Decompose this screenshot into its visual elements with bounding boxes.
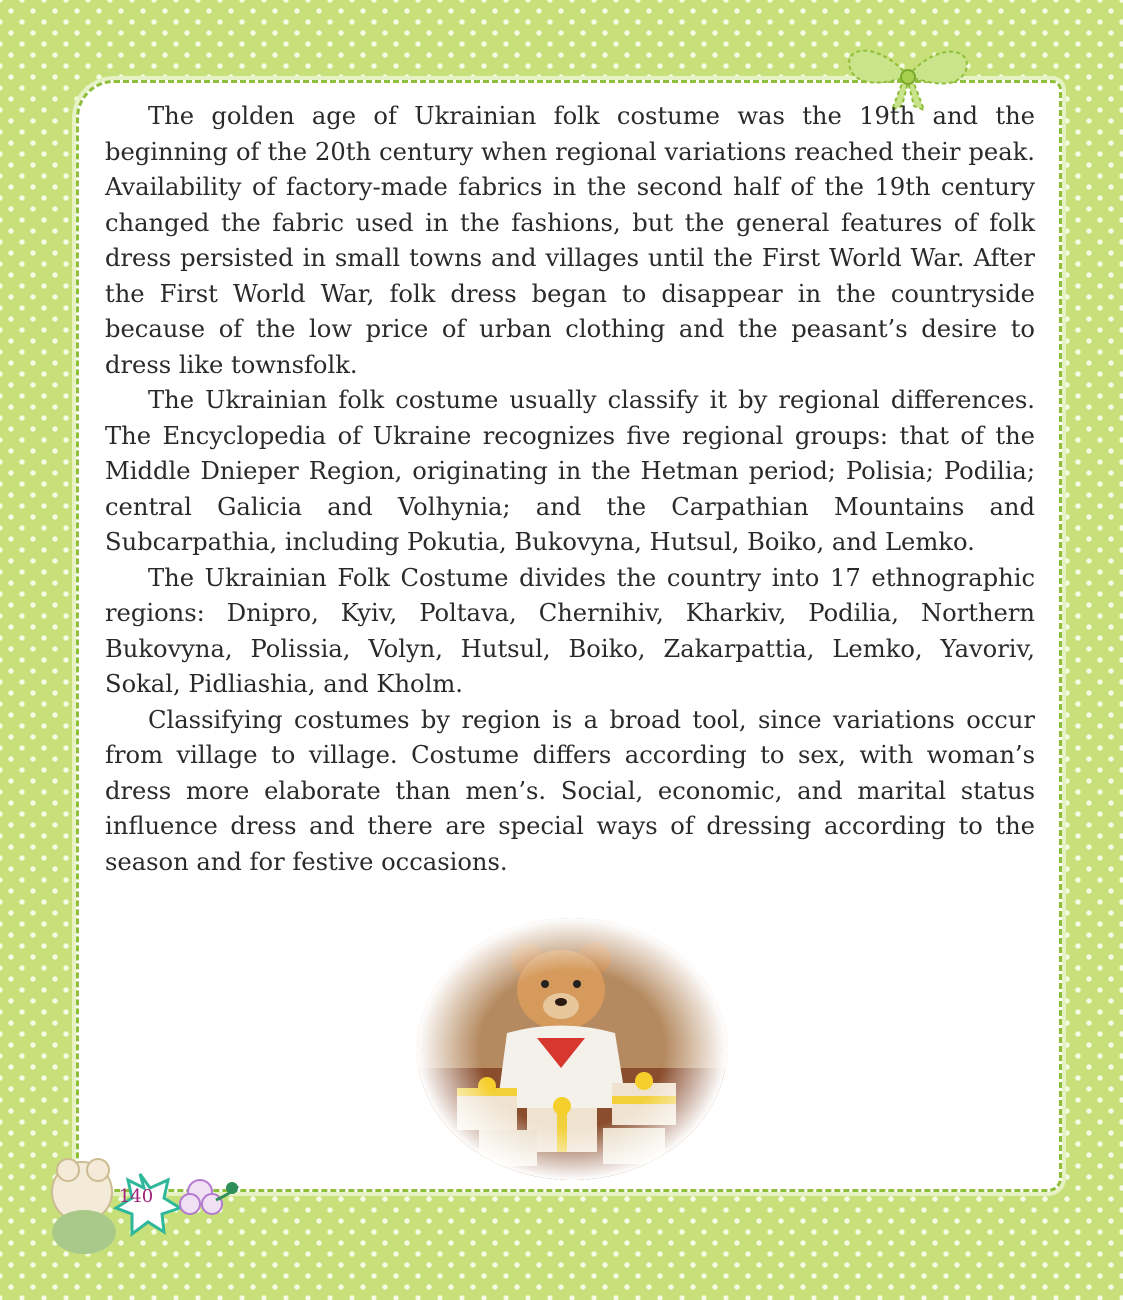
body-text xyxy=(105,99,1035,880)
paragraph-1: The golden age of Ukrainian folk costume was the 19th and the beginning of the 20th century when regional variations reached their peak. Availability of factory-made fabrics in the second half of the 19th century changed the fabric used in the fashions, but the general features of folk dress persisted in small towns and villages until the First World War. After the First World War, folk dress began to disappear in the countryside because of the low price of urban clothing and the peasant’s desire to dress like townsfolk. xyxy=(105,102,1035,379)
paragraph-2: The Ukrainian folk costume usually classify it by regional differences. The Encyclopedia of Ukraine recognizes five regional groups: that of the Middle Dnieper Region, originating in the Hetman period; Polisia; Podilia; central Galicia and Volhynia; and the Carpathian Mountains and Subcarpathia, including Pokutia, Bukovyna, Hutsul, Boiko, and Lemko. xyxy=(105,386,1035,556)
paragraph-4: Classifying costumes by region is a broad tool, since variations occur from village to village. Costume differs according to sex, with woman’s dress more elaborate than men’s. Social, economic, and marital status influence dress and there are special ways of dressing according to the season and for festive occasions. xyxy=(105,705,1035,876)
teddy-bear-photo xyxy=(417,918,727,1180)
page-number: 140 xyxy=(118,1186,154,1207)
paragraph-3: The Ukrainian Folk Costume divides the country into 17 ethnographic regions: Dnipro, Kyiv, Poltava, Chernihiv, Kharkiv, Podilia, Northern Bukovyna, Polissia, Volyn, Hutsul, Boiko, Zakarpattia, Lemko, Yavoriv, Sokal, Pidliashia, and Kholm. xyxy=(105,563,1035,698)
